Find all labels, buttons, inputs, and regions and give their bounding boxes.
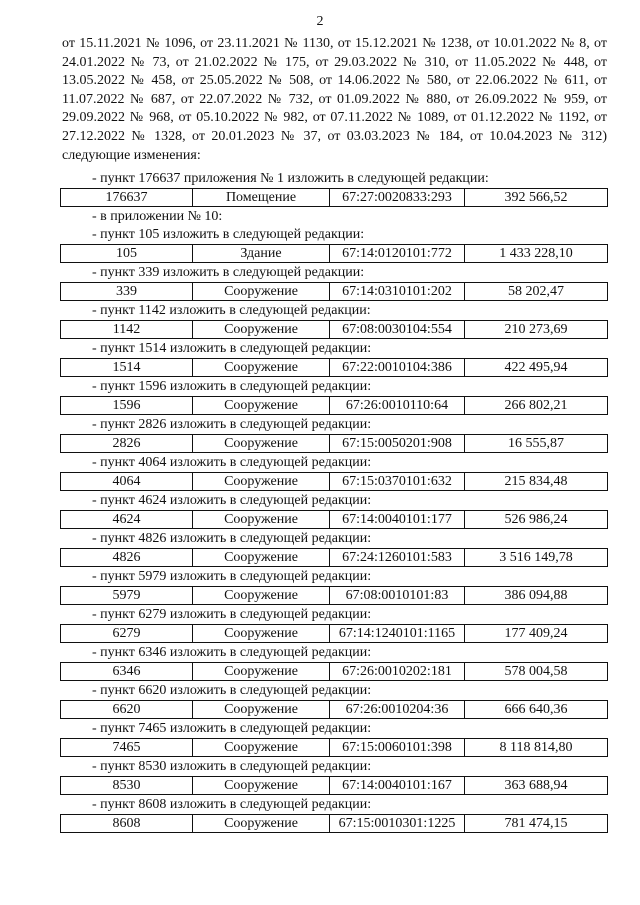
table-row xyxy=(60,396,608,415)
item-number-cell: 4826 xyxy=(61,549,193,567)
object-type-cell: Сооружение xyxy=(193,511,330,529)
amendment-instruction: - пункт 1596 изложить в следующей редакции: xyxy=(92,379,372,394)
value-cell: 422 495,94 xyxy=(465,359,608,377)
value-cell: 666 640,36 xyxy=(465,701,608,719)
item-number-cell: 1514 xyxy=(61,359,193,377)
item-number-cell: 339 xyxy=(61,283,193,301)
object-type-cell: Сооружение xyxy=(193,435,330,453)
amendment-instruction: - пункт 6279 изложить в следующей редакции: xyxy=(92,607,372,622)
amendment-instruction: - пункт 176637 приложения № 1 изложить в следующей редакции: xyxy=(92,171,489,186)
object-type-cell: Помещение xyxy=(193,189,330,207)
table-row xyxy=(60,776,608,795)
cadastral-number-cell: 67:14:0040101:167 xyxy=(330,777,465,795)
cadastral-number-cell: 67:15:0370101:632 xyxy=(330,473,465,491)
item-number-cell: 8608 xyxy=(61,815,193,833)
cadastral-number-cell: 67:26:0010202:181 xyxy=(330,663,465,681)
item-number-cell: 6279 xyxy=(61,625,193,643)
cadastral-number-cell: 67:08:0030104:554 xyxy=(330,321,465,339)
object-type-cell: Сооружение xyxy=(193,777,330,795)
cadastral-number-cell: 67:15:0010301:1225 xyxy=(330,815,465,833)
object-type-cell: Сооружение xyxy=(193,359,330,377)
amendment-instruction: - пункт 4826 изложить в следующей редакции: xyxy=(92,531,372,546)
cadastral-number-cell: 67:26:0010110:64 xyxy=(330,397,465,415)
item-number-cell: 4064 xyxy=(61,473,193,491)
value-cell: 363 688,94 xyxy=(465,777,608,795)
amendment-instruction: - пункт 105 изложить в следующей редакции: xyxy=(92,227,365,242)
table-row xyxy=(60,244,608,263)
value-cell: 578 004,58 xyxy=(465,663,608,681)
table-row xyxy=(60,434,608,453)
object-type-cell: Сооружение xyxy=(193,815,330,833)
amendment-instruction: - пункт 5979 изложить в следующей редакции: xyxy=(92,569,372,584)
amendment-instruction: - в приложении № 10: xyxy=(92,209,223,224)
table-row xyxy=(60,188,608,207)
cadastral-number-cell: 67:24:1260101:583 xyxy=(330,549,465,567)
item-number-cell: 4624 xyxy=(61,511,193,529)
amendment-list xyxy=(0,170,640,834)
table-row xyxy=(60,548,608,567)
table-row xyxy=(60,358,608,377)
cadastral-number-cell: 67:14:0040101:177 xyxy=(330,511,465,529)
object-type-cell: Сооружение xyxy=(193,283,330,301)
table-row xyxy=(60,662,608,681)
cadastral-number-cell: 67:27:0020833:293 xyxy=(330,189,465,207)
table-row xyxy=(60,624,608,643)
item-number-cell: 5979 xyxy=(61,587,193,605)
value-cell: 16 555,87 xyxy=(465,435,608,453)
table-row xyxy=(60,814,608,833)
object-type-cell: Сооружение xyxy=(193,397,330,415)
object-type-cell: Здание xyxy=(193,245,330,263)
value-cell: 3 516 149,78 xyxy=(465,549,608,567)
value-cell: 266 802,21 xyxy=(465,397,608,415)
value-cell: 177 409,24 xyxy=(465,625,608,643)
object-type-cell: Сооружение xyxy=(193,663,330,681)
object-type-cell: Сооружение xyxy=(193,739,330,757)
amendment-instruction: - пункт 7465 изложить в следующей редакции: xyxy=(92,721,372,736)
table-row xyxy=(60,586,608,605)
amendment-instruction: - пункт 6346 изложить в следующей редакции: xyxy=(92,645,372,660)
amendment-instruction: - пункт 339 изложить в следующей редакции: xyxy=(92,265,365,280)
page-number: 2 xyxy=(316,14,324,29)
table-row xyxy=(60,738,608,757)
object-type-cell: Сооружение xyxy=(193,587,330,605)
value-cell: 392 566,52 xyxy=(465,189,608,207)
cadastral-number-cell: 67:14:0310101:202 xyxy=(330,283,465,301)
item-number-cell: 2826 xyxy=(61,435,193,453)
amendment-instruction: - пункт 8530 изложить в следующей редакции: xyxy=(92,759,372,774)
amendment-instruction: - пункт 6620 изложить в следующей редакции: xyxy=(92,683,372,698)
amendment-instruction: - пункт 1142 изложить в следующей редакции: xyxy=(92,303,371,318)
object-type-cell: Сооружение xyxy=(193,473,330,491)
cadastral-number-cell: 67:15:0050201:908 xyxy=(330,435,465,453)
amendment-instruction: - пункт 8608 изложить в следующей редакции: xyxy=(92,797,372,812)
value-cell: 1 433 228,10 xyxy=(465,245,608,263)
item-number-cell: 6620 xyxy=(61,701,193,719)
cadastral-number-cell: 67:26:0010204:36 xyxy=(330,701,465,719)
amendment-instruction: - пункт 2826 изложить в следующей редакции: xyxy=(92,417,372,432)
cadastral-number-cell: 67:15:0060101:398 xyxy=(330,739,465,757)
amendment-instruction: - пункт 4064 изложить в следующей редакции: xyxy=(92,455,372,470)
value-cell: 210 273,69 xyxy=(465,321,608,339)
item-number-cell: 7465 xyxy=(61,739,193,757)
item-number-cell: 1142 xyxy=(61,321,193,339)
item-number-cell: 1596 xyxy=(61,397,193,415)
table-row xyxy=(60,510,608,529)
table-row xyxy=(60,472,608,491)
intro-paragraph: от 15.11.2021 № 1096, от 23.11.2021 № 1130, от 15.12.2021 № 1238, от 10.01.2022 № 8, от 24.01.2022 № 73, от 21.02.2022 № 175, от 29.03.2022 № 310, от 11.05.2022 № 448, от 13.05.2022 № 458, от 25.05.2022 № 508, от 14.06.2022 № 580, от 22.06.2022 № 611, от 11.07.2022 № 687, от 22.07.2022 № 732, от 01.09.2022 № 880, от 26.09.2022 № 959, от 29.09.2022 № 968, от 05.10.2022 № 982, от 07.11.2022 № 1089, от 01.12.2022 № 1192, от 27.12.2022 № 1328, от 20.01.2023 № 37, от 03.03.2023 № 184, от 10.04.2023 № 312) следующие изменения: xyxy=(62,36,607,163)
table-row xyxy=(60,700,608,719)
cadastral-number-cell: 67:08:0010101:83 xyxy=(330,587,465,605)
value-cell: 526 986,24 xyxy=(465,511,608,529)
value-cell: 8 118 814,80 xyxy=(465,739,608,757)
value-cell: 386 094,88 xyxy=(465,587,608,605)
amendment-instruction: - пункт 1514 изложить в следующей редакции: xyxy=(92,341,372,356)
object-type-cell: Сооружение xyxy=(193,625,330,643)
item-number-cell: 6346 xyxy=(61,663,193,681)
value-cell: 781 474,15 xyxy=(465,815,608,833)
object-type-cell: Сооружение xyxy=(193,321,330,339)
object-type-cell: Сооружение xyxy=(193,549,330,567)
cadastral-number-cell: 67:14:0120101:772 xyxy=(330,245,465,263)
cadastral-number-cell: 67:14:1240101:1165 xyxy=(330,625,465,643)
value-cell: 215 834,48 xyxy=(465,473,608,491)
amendment-instruction: - пункт 4624 изложить в следующей редакции: xyxy=(92,493,372,508)
object-type-cell: Сооружение xyxy=(193,701,330,719)
cadastral-number-cell: 67:22:0010104:386 xyxy=(330,359,465,377)
table-row xyxy=(60,282,608,301)
item-number-cell: 176637 xyxy=(61,189,193,207)
item-number-cell: 8530 xyxy=(61,777,193,795)
item-number-cell: 105 xyxy=(61,245,193,263)
table-row xyxy=(60,320,608,339)
value-cell: 58 202,47 xyxy=(465,283,608,301)
